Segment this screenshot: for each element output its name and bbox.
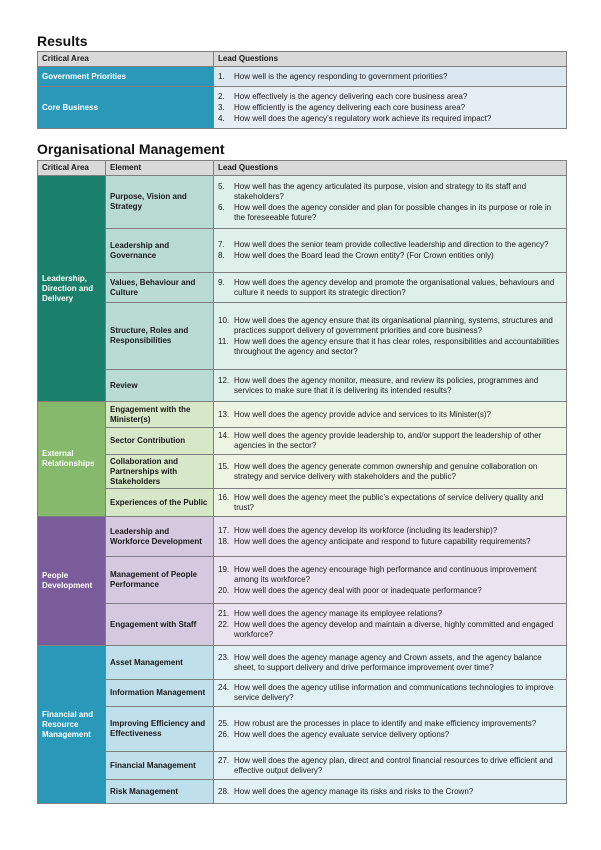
org-row xyxy=(38,176,567,229)
question-text: How well does the agency anticipate and respond to future capability requirements? xyxy=(234,537,531,546)
lead-questions-cell xyxy=(214,752,567,780)
question-number: 12. xyxy=(218,375,230,385)
question-text: How well does the agency evaluate service delivery options? xyxy=(234,729,450,739)
lead-question xyxy=(218,240,562,250)
question-text: How well does the agency meet the public’s expectations of service delivery quality and trust? xyxy=(234,492,544,512)
question-number: 17. xyxy=(218,526,230,535)
lead-question xyxy=(218,609,562,619)
org-title: Organisational Management xyxy=(37,141,225,157)
question-number: 24. xyxy=(218,683,230,692)
org-row xyxy=(38,229,567,273)
lead-questions-cell xyxy=(214,303,567,370)
element-cell: Leadership and Workforce Development xyxy=(106,517,214,557)
element-cell: Values, Behaviour and Culture xyxy=(106,273,214,303)
results-row xyxy=(38,67,567,87)
lead-questions-cell xyxy=(214,273,567,303)
question-number: 14. xyxy=(218,431,230,440)
lead-question xyxy=(218,203,562,223)
org-table xyxy=(37,160,567,804)
question-number: 21. xyxy=(218,609,230,618)
question-text: How well does the senior team provide collective leadership and direction to the agency? xyxy=(234,240,549,249)
lead-question xyxy=(218,719,562,729)
results-row xyxy=(38,87,567,129)
question-number: 18. xyxy=(218,537,230,546)
question-text: How well does the agency generate common ownership and genuine collaboration on strategy and service delivery with stakeholders and the public? xyxy=(234,461,538,481)
lead-question xyxy=(218,620,562,640)
question-number: 28. xyxy=(218,786,230,796)
question-number: 20. xyxy=(218,585,230,595)
question-number: 26. xyxy=(218,729,230,739)
lead-question xyxy=(218,462,562,482)
question-number: 3. xyxy=(218,102,225,112)
question-number: 23. xyxy=(218,652,230,662)
question-number: 7. xyxy=(218,240,225,249)
question-text: How well is the agency responding to government priorities? xyxy=(234,71,448,81)
org-row xyxy=(38,557,567,604)
org-row xyxy=(38,455,567,489)
question-text: How well does the agency ensure that it has clear roles, responsibilities and accountabilities throughout the agency and sector? xyxy=(234,336,560,356)
lead-questions-cell xyxy=(214,489,567,517)
org-row xyxy=(38,604,567,646)
question-text: How well does the agency plan, direct and control financial resources to drive efficient and effective output delivery? xyxy=(234,755,553,775)
org-row xyxy=(38,428,567,455)
lead-question xyxy=(218,410,562,420)
question-number: 25. xyxy=(218,718,230,728)
org-row xyxy=(38,707,567,752)
question-text: How efficiently is the agency delivering each core business area? xyxy=(234,102,466,112)
lead-questions-cell xyxy=(214,87,567,129)
lead-questions-cell xyxy=(214,680,567,707)
lead-question xyxy=(218,431,562,451)
lead-question xyxy=(218,493,562,513)
critical-area-cell: Core Business xyxy=(38,87,214,129)
question-text: How well does the agency manage agency and Crown assets, and the agency balance sheet, to support delivery and drive performance improvement over time? xyxy=(234,652,542,672)
question-number: 16. xyxy=(218,492,230,502)
lead-question xyxy=(218,182,562,202)
lead-questions-cell xyxy=(214,557,567,604)
lead-question xyxy=(218,337,562,357)
element-cell: Collaboration and Partnerships with Stakeholders xyxy=(106,455,214,489)
results-header-lead-questions: Lead Questions xyxy=(214,52,567,67)
lead-question xyxy=(218,683,562,703)
question-number: 13. xyxy=(218,409,230,419)
question-text: How well does the Board lead the Crown entity? (For Crown entities only) xyxy=(234,251,494,260)
lead-question xyxy=(218,756,562,776)
lead-question xyxy=(218,72,562,82)
critical-area-cell: People Development xyxy=(38,517,106,646)
question-number: 19. xyxy=(218,564,230,574)
element-cell: Structure, Roles and Responsibilities xyxy=(106,303,214,370)
element-cell: Improving Efficiency and Effectiveness xyxy=(106,707,214,752)
lead-question xyxy=(218,103,562,113)
question-text: How well does the agency monitor, measure, and review its policies, programmes and services to make sure that it is delivering its intended results? xyxy=(234,375,539,395)
org-row xyxy=(38,273,567,303)
question-text: How well does the agency manage its employee relations? xyxy=(234,609,443,618)
lead-question xyxy=(218,537,562,547)
lead-questions-cell xyxy=(214,517,567,557)
lead-question xyxy=(218,92,562,102)
element-cell: Management of People Performance xyxy=(106,557,214,604)
question-text: How well does the agency provide advice and services to its Minister(s)? xyxy=(234,409,492,419)
element-cell: Engagement with the Minister(s) xyxy=(106,402,214,428)
lead-questions-cell xyxy=(214,176,567,229)
lead-questions-cell xyxy=(214,707,567,752)
element-cell: Leadership and Governance xyxy=(106,229,214,273)
lead-question xyxy=(218,653,562,673)
org-row xyxy=(38,680,567,707)
question-text: How well does the agency develop and promote the organisational values, behaviours and culture it needs to support its strategic direction? xyxy=(234,277,555,297)
lead-questions-cell xyxy=(214,402,567,428)
org-row xyxy=(38,402,567,428)
question-number: 9. xyxy=(218,277,225,287)
results-table xyxy=(37,51,567,129)
question-text: How well does the agency provide leadership to, and/or support the leadership of other agencies in the sector? xyxy=(234,431,542,450)
results-header-critical-area: Critical Area xyxy=(38,52,214,67)
element-cell: Experiences of the Public xyxy=(106,489,214,517)
element-cell: Asset Management xyxy=(106,646,214,680)
org-row xyxy=(38,303,567,370)
element-cell: Financial Management xyxy=(106,752,214,780)
org-row xyxy=(38,646,567,680)
lead-question xyxy=(218,565,562,585)
question-number: 2. xyxy=(218,91,225,101)
question-text: How well does the agency’s regulatory work achieve its required impact? xyxy=(234,113,492,123)
org-row xyxy=(38,370,567,402)
question-text: How well does the agency develop its workforce (including its leadership)? xyxy=(234,526,498,535)
lead-questions-cell xyxy=(214,67,567,87)
lead-questions-cell xyxy=(214,646,567,680)
question-number: 10. xyxy=(218,315,230,325)
org-row xyxy=(38,752,567,780)
question-text: How well has the agency articulated its purpose, vision and strategy to its staff and stakeholders? xyxy=(234,181,527,201)
lead-question xyxy=(218,278,562,298)
critical-area-cell: Leadership, Direction and Delivery xyxy=(38,176,106,402)
lead-questions-cell xyxy=(214,229,567,273)
lead-questions-cell xyxy=(214,370,567,402)
lead-questions-cell xyxy=(214,780,567,804)
org-header-lead-questions: Lead Questions xyxy=(214,161,567,176)
question-text: How well does the agency manage its risks and risks to the Crown? xyxy=(234,786,474,796)
lead-question xyxy=(218,526,562,536)
question-text: How effectively is the agency delivering each core business area? xyxy=(234,91,468,101)
question-number: 22. xyxy=(218,620,230,629)
lead-question xyxy=(218,730,562,740)
question-text: How well does the agency ensure that its organisational planning, systems, structures and practices support delivery of government priorities and core business? xyxy=(234,315,553,335)
question-number: 6. xyxy=(218,202,225,212)
question-text: How well does the agency encourage high performance and continuous improvement among its workforce? xyxy=(234,564,537,584)
element-cell: Risk Management xyxy=(106,780,214,804)
question-number: 4. xyxy=(218,113,225,123)
lead-question xyxy=(218,251,562,261)
org-row xyxy=(38,489,567,517)
lead-question xyxy=(218,586,562,596)
question-text: How well does the agency consider and plan for possible changes in its purpose or role in the foreseeable future? xyxy=(234,202,552,222)
question-number: 11. xyxy=(218,336,229,346)
lead-question xyxy=(218,787,562,797)
org-header-critical-area: Critical Area xyxy=(38,161,106,176)
lead-question xyxy=(218,114,562,124)
question-number: 8. xyxy=(218,251,225,260)
question-text: How robust are the processes in place to identify and make efficiency improvements? xyxy=(234,718,537,728)
question-text: How well does the agency develop and maintain a diverse, highly committed and engaged workforce? xyxy=(234,620,554,639)
lead-questions-cell xyxy=(214,428,567,455)
question-text: How well does the agency deal with poor or inadequate performance? xyxy=(234,585,482,595)
question-number: 15. xyxy=(218,461,230,471)
question-number: 1. xyxy=(218,71,225,81)
element-cell: Sector Contribution xyxy=(106,428,214,455)
critical-area-cell: External Relationships xyxy=(38,402,106,517)
question-number: 27. xyxy=(218,755,230,765)
element-cell: Engagement with Staff xyxy=(106,604,214,646)
critical-area-cell: Government Priorities xyxy=(38,67,214,87)
org-header-element: Element xyxy=(106,161,214,176)
org-row xyxy=(38,780,567,804)
element-cell: Purpose, Vision and Strategy xyxy=(106,176,214,229)
lead-questions-cell xyxy=(214,604,567,646)
element-cell: Review xyxy=(106,370,214,402)
critical-area-cell: Financial and Resource Management xyxy=(38,646,106,804)
lead-question xyxy=(218,316,562,336)
element-cell: Information Management xyxy=(106,680,214,707)
lead-questions-cell xyxy=(214,455,567,489)
lead-question xyxy=(218,376,562,396)
question-number: 5. xyxy=(218,181,225,191)
org-row xyxy=(38,517,567,557)
results-title: Results xyxy=(37,33,88,49)
question-text: How well does the agency utilise information and communications technologies to improve service delivery? xyxy=(234,683,554,702)
